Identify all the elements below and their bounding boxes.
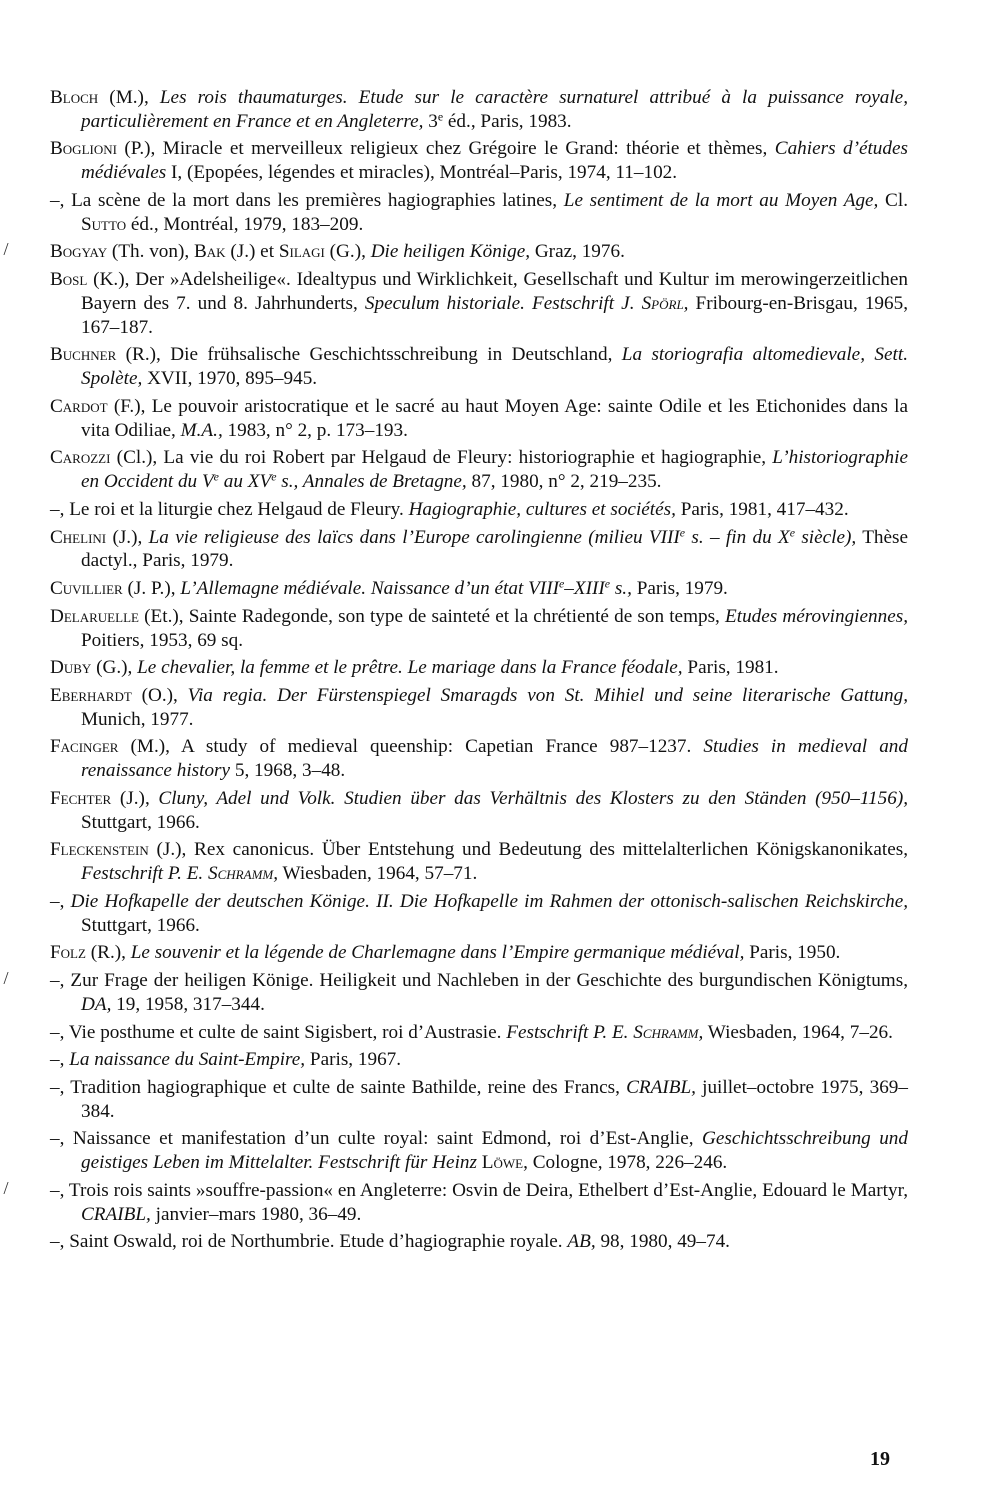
author-name: Facinger	[50, 736, 119, 758]
entry-text: Hagiographie, cultures et sociétés,	[408, 498, 676, 520]
author-name: Bosl	[50, 269, 88, 291]
entry-text: Studies in medieval and renaissance history	[81, 736, 908, 782]
entry-text: Paris, 1981, 417–432.	[675, 498, 849, 520]
author-name: Buchner	[50, 344, 117, 366]
bibliography-entry	[50, 1127, 908, 1175]
entry-text: 3	[423, 110, 438, 132]
entry-text: –,	[50, 1049, 70, 1071]
entry-text: –, Trois rois saints »souffre-passion« en Angleterre: Osvin de Deira, Ethelbert d’Est-Anglie, Edouard le Martyr,	[50, 1179, 908, 1201]
author-name: Chelini	[50, 526, 107, 548]
bibliography-entry	[50, 656, 908, 680]
entry-text: 98, 1980, 49–74.	[595, 1231, 730, 1253]
entry-text: (J.),	[106, 526, 149, 548]
author-name: Bogyay	[50, 241, 108, 263]
author-name: Bloch	[50, 87, 99, 108]
entry-text: Thèse dactyl., Paris, 1979.	[81, 526, 909, 572]
bibliography-entry	[50, 941, 908, 965]
author-name: Eberhardt	[50, 684, 132, 706]
entry-text: (M.), A study of medieval queenship: Capetian France 987–1237.	[118, 736, 704, 758]
bibliography-entry	[50, 446, 908, 494]
entry-text: (R.),	[85, 942, 131, 964]
entry-text: (G.),	[324, 241, 371, 263]
author-name: Delaruelle	[50, 605, 139, 627]
entry-text: Graz, 1976.	[530, 241, 625, 263]
author-name: Löwe,	[481, 1152, 528, 1174]
bibliography-entry	[50, 684, 908, 732]
entry-text: Paris, 1950.	[744, 942, 841, 964]
entry-text: (P.), Miracle et merveilleux religieux chez Grégoire le Grand: théorie et thèmes,	[116, 138, 775, 160]
bibliography-entry	[50, 343, 908, 391]
bibliography-entry	[50, 1076, 908, 1124]
entry-text: Festschrift P. E.	[81, 863, 209, 885]
entry-text: Paris, 1981.	[682, 657, 779, 679]
entry-text: Paris, 1979.	[631, 578, 728, 600]
bibliography-entry	[50, 526, 908, 574]
entry-text: 5, 1968, 3–48.	[230, 760, 346, 782]
author-name: Bak	[193, 241, 226, 263]
entry-text: (R.), Die frühsalische Geschichtsschreibung in Deutschland,	[116, 344, 622, 366]
entry-text: e	[558, 576, 565, 591]
entry-text: (Cl.), La vie du roi Robert par Helgaud de Fleury: historiographie et hagiographie,	[110, 447, 773, 469]
entry-text: CRAIBL,	[81, 1203, 151, 1225]
author-name: Silagi	[278, 241, 325, 263]
bibliography-entry	[50, 498, 908, 522]
bibliography-entry	[3, 239, 908, 264]
entry-text: Le souvenir et la légende de Charlemagne dans l’Empire germanique médiéval,	[130, 942, 745, 964]
entry-text: –,	[50, 890, 71, 912]
entry-text: (F.), Le pouvoir aristocratique et le sacré au haut Moyen Age: sainte Odile et les Etichonides dans la vita Odiliae,	[81, 395, 908, 441]
entry-text: Le sentiment de la mort au Moyen Age,	[563, 189, 879, 211]
entry-text: Poitiers, 1953, 69 sq.	[81, 629, 244, 651]
bibliography-entry	[3, 968, 908, 1017]
entry-text: s. – fin du X	[685, 526, 790, 548]
author-name: Spörl,	[641, 292, 689, 314]
bibliography-entry	[50, 787, 908, 835]
entry-text: Cologne, 1978, 226–246.	[527, 1152, 728, 1174]
entry-text: e	[437, 109, 444, 124]
entry-text: (Et.), Sainte Radegonde, son type de sainteté et la chrétienté de son temps,	[138, 605, 726, 627]
entry-text: (J.), Rex canonicus. Über Entstehung und Bedeutung des mittelalterlichen Königskanonikates,	[148, 839, 908, 861]
entry-text: Fribourg-en-Brisgau, 1965, 167–187.	[81, 292, 908, 338]
entry-text: e	[213, 469, 219, 484]
bibliography-entry	[50, 838, 908, 886]
entry-text: Etudes mérovingiennes,	[725, 605, 908, 627]
author-name: Fleckenstein	[50, 839, 149, 861]
entry-text: siècle),	[795, 526, 857, 548]
entry-text: au XV	[218, 471, 272, 493]
bibliography-entry	[50, 1021, 908, 1045]
entry-text: Festschrift P. E.	[506, 1021, 634, 1043]
entry-text: (J.) et	[225, 241, 279, 263]
page-number: 19	[870, 1448, 890, 1470]
entry-text: Les rois thaumaturges. Etude sur le caractère surnaturel attribué à la puissance royale, particulièrement en France et en Angleterre,	[81, 87, 908, 132]
entry-text: –, Saint Oswald, roi de Northumbrie. Etude d’hagiographie royale.	[50, 1231, 568, 1253]
bibliography-entry	[50, 577, 908, 601]
entry-text: e	[789, 525, 796, 540]
bibliography-entry	[50, 189, 908, 237]
author-name: Cuvillier	[50, 578, 123, 600]
bibliography-entry	[50, 395, 908, 443]
margin-check-mark: /	[3, 239, 9, 260]
entry-text: s., Annales de Bretagne,	[276, 471, 467, 493]
author-name: Schramm,	[633, 1021, 704, 1043]
entry-text: Via regia. Der Fürstenspiegel Smaragds von St. Mihiel und seine literarische Gattung,	[187, 684, 908, 706]
entry-text: –, Vie posthume et culte de saint Sigisbert, roi d’Austrasie.	[50, 1021, 507, 1043]
entry-text: janvier–mars 1980, 36–49.	[150, 1203, 362, 1225]
bibliography-entry	[50, 268, 908, 339]
author-name: Duby	[50, 657, 92, 679]
entry-text: e	[271, 469, 277, 484]
entry-text: Die heiligen Könige,	[370, 241, 531, 263]
bibliography-entry	[50, 1048, 908, 1072]
entry-text: Die Hofkapelle der deutschen Könige. II. Die Hofkapelle im Rahmen der ottonisch-salischen Reichskirche,	[70, 890, 909, 912]
entry-text: (J. P.),	[122, 578, 181, 600]
bibliography-entry	[50, 1230, 908, 1254]
entry-text: Stuttgart, 1966.	[81, 811, 200, 833]
author-name: Sutto	[81, 213, 127, 235]
bibliography-entry	[3, 1177, 908, 1227]
author-name: Schramm,	[208, 863, 279, 885]
margin-check-mark: /	[3, 968, 9, 989]
entry-text: Wiesbaden, 1964, 57–71.	[278, 863, 478, 885]
bibliography-entry	[50, 890, 908, 938]
entry-text: Cl.	[878, 189, 908, 211]
entry-text: M.A.,	[180, 419, 223, 441]
entry-text: (G.),	[91, 657, 138, 679]
entry-text: e	[679, 525, 686, 540]
entry-text: (J.),	[111, 787, 159, 809]
entry-text: L’historiographie en Occident du V	[81, 447, 908, 493]
entry-text: éd., Paris, 1983.	[443, 110, 572, 132]
entry-text: CRAIBL,	[626, 1076, 696, 1098]
entry-text: juillet–octobre 1975, 369–384.	[81, 1076, 908, 1122]
author-name: Folz	[50, 942, 86, 964]
entry-text: –, Tradition hagiographique et culte de sainte Bathilde, reine des Francs,	[50, 1076, 627, 1098]
author-name: Boglioni	[50, 138, 117, 160]
entry-text: Munich, 1977.	[81, 708, 194, 730]
entry-text: 87, 1980, n° 2, 219–235.	[466, 471, 662, 493]
author-name: Fechter	[50, 787, 112, 809]
bibliography-entry	[50, 86, 908, 134]
entry-text: 1983, n° 2, p. 173–193.	[222, 419, 408, 441]
entry-text: s.,	[610, 578, 632, 600]
entry-text: –, Le roi et la liturgie chez Helgaud de Fleury.	[50, 498, 409, 520]
entry-text: e	[604, 576, 611, 591]
bibliography-entry	[50, 735, 908, 783]
entry-text: L’Allemagne médiévale. Naissance d’un état VIII	[180, 578, 559, 600]
entry-text: (K.), Der »Adelsheilige«. Idealtypus und Wirklichkeit, Gesellschaft und Kultur im merowingerzeitlichen Bayern des 7. und 8. Jahrhunderts,	[81, 269, 908, 314]
entry-text: La naissance du Saint-Empire,	[69, 1049, 306, 1071]
entry-text: XVII, 1970, 895–945.	[142, 368, 318, 390]
entry-text: –, Naissance et manifestation d’un culte royal: saint Edmond, roi d’Est-Anglie,	[50, 1128, 703, 1150]
entry-text: éd., Montréal, 1979, 183–209.	[126, 213, 364, 235]
entry-text: Paris, 1967.	[305, 1049, 402, 1071]
entry-text: 19, 1958, 317–344.	[111, 993, 265, 1015]
bibliography-entry	[50, 137, 908, 185]
entry-text: –, Zur Frage der heiligen Könige. Heiligkeit und Nachleben in der Geschichte des burgundischen Königtums,	[50, 970, 908, 992]
entry-text: I, (Epopées, légendes et miracles), Montréal–Paris, 1974, 11–102.	[166, 162, 678, 184]
margin-check-mark: /	[3, 1177, 9, 1198]
entry-text: DA,	[81, 993, 112, 1015]
entry-text: Stuttgart, 1966.	[81, 914, 200, 936]
entry-text: (Th. von),	[107, 241, 194, 263]
bibliography-list	[3, 86, 909, 1258]
entry-text: (O.),	[131, 684, 188, 706]
author-name: Carozzi	[50, 447, 111, 469]
entry-text: Cahiers d’études médiévales	[81, 138, 908, 184]
entry-text: –XIII	[564, 578, 605, 600]
author-name: Cardot	[50, 395, 108, 417]
entry-text: Le chevalier, la femme et le prêtre. Le mariage dans la France féodale,	[137, 657, 683, 679]
bibliography-entry	[50, 605, 908, 653]
entry-text: La storiografia altomedievale, Sett. Spolète,	[81, 344, 908, 390]
entry-text: La vie religieuse des laïcs dans l’Europe carolingienne (milieu VIII	[148, 526, 680, 548]
entry-text: Geschichtsschreibung und geistiges Leben im Mittelalter. Festschrift für Heinz	[81, 1128, 908, 1174]
entry-text: Wiesbaden, 1964, 7–26.	[703, 1021, 893, 1043]
entry-text: AB,	[567, 1231, 596, 1253]
entry-text: Cluny, Adel und Volk. Studien über das Verhältnis des Klosters zu den Ständen (950–1156),	[158, 787, 909, 809]
entry-text: –, La scène de la mort dans les premières hagiographies latines,	[50, 189, 564, 211]
entry-text: (M.),	[98, 87, 160, 108]
entry-text: Speculum historiale. Festschrift J.	[364, 292, 642, 314]
